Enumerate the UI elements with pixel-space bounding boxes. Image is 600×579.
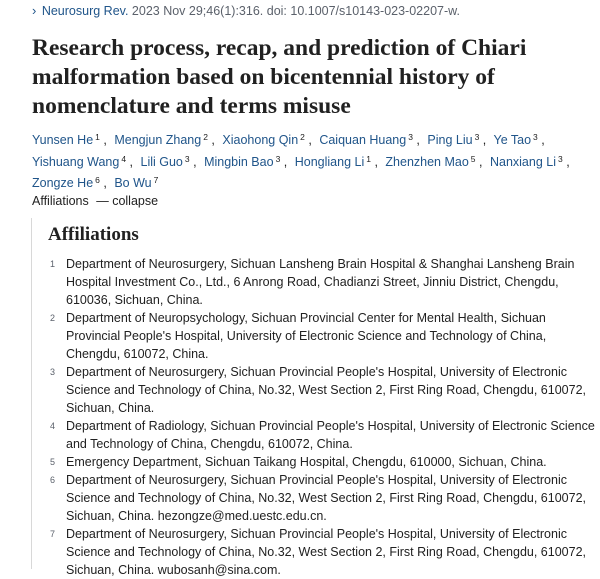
- author-affiliation-number[interactable]: 4: [121, 153, 127, 164]
- citation-line: [32, 3, 460, 18]
- author-affiliation-number[interactable]: 3: [184, 153, 190, 164]
- author-affiliation-number[interactable]: 3: [275, 153, 281, 164]
- author-link[interactable]: [222, 133, 305, 147]
- author-link[interactable]: [114, 176, 158, 190]
- author-link[interactable]: [490, 155, 563, 169]
- affiliation-text: Department of Neurosurgery, Sichuan Provincial People's Hospital, University of Electronic Science and Technology of China, No.32, West Section 2, First Ring Road, Chengdu, 610072, Sichuan, China. wubosanh@sina.com.: [66, 527, 586, 577]
- affiliation-number: 3: [50, 367, 56, 377]
- author-affiliation-number[interactable]: 2: [203, 132, 208, 142]
- affiliation-text: Department of Radiology, Sichuan Provincial People's Hospital, University of Electronic Science and Technology of China, Chengdu, 610072, China.: [66, 419, 595, 451]
- author-name[interactable]: Mengjun Zhang: [114, 133, 202, 147]
- author-name[interactable]: Zongze He: [32, 176, 94, 190]
- affiliations-heading: Affiliations: [48, 224, 139, 245]
- affiliation-text: Department of Neurosurgery, Sichuan Lansheng Brain Hospital & Shanghai Lansheng Brain Hospital Investment Co., Ltd., 6 Anrong Road, Chadianzi Street, Jinniu District, Chengdu, 610036, Sichuan, China.: [66, 257, 575, 307]
- affiliation-item: [50, 471, 595, 525]
- author-affiliation-number[interactable]: 1: [366, 153, 371, 164]
- author-name[interactable]: Bo Wu: [114, 176, 152, 190]
- author-link[interactable]: [114, 133, 208, 147]
- author-link[interactable]: [295, 155, 371, 169]
- author-affiliation-number[interactable]: 3: [474, 132, 480, 142]
- author-link[interactable]: [32, 133, 100, 147]
- affiliation-number: 1: [50, 259, 56, 269]
- affiliation-number: 7: [50, 529, 56, 539]
- author-link[interactable]: [141, 155, 190, 169]
- author-name[interactable]: Nanxiang Li: [489, 154, 556, 169]
- author-separator: ,: [126, 154, 134, 169]
- author-name[interactable]: Mingbin Bao: [204, 154, 274, 169]
- author-list: [32, 128, 592, 193]
- affiliations-toggle: [32, 194, 158, 208]
- author-link[interactable]: [204, 155, 280, 169]
- author-separator: ,: [562, 154, 570, 169]
- author-name[interactable]: Yishuang Wang: [32, 154, 120, 169]
- affiliation-text: Emergency Department, Sichuan Taikang Hospital, Chengdu, 610000, Sichuan, China.: [66, 455, 547, 469]
- author-separator: ,: [475, 154, 483, 169]
- affiliation-number: 6: [50, 475, 56, 485]
- chevron-right-icon: ›: [32, 3, 37, 18]
- author-link[interactable]: [319, 133, 413, 147]
- author-affiliation-number[interactable]: 2: [300, 132, 305, 142]
- author-link[interactable]: [494, 133, 538, 147]
- affiliations-panel: [31, 218, 600, 577]
- author-separator: ,: [189, 154, 197, 169]
- journal-link[interactable]: Neurosurg Rev.: [41, 4, 129, 18]
- author-affiliation-number[interactable]: 7: [153, 175, 159, 185]
- author-name[interactable]: Ping Liu: [427, 133, 473, 147]
- author-affiliation-number[interactable]: 5: [470, 153, 476, 164]
- author-affiliation-number[interactable]: 3: [557, 153, 563, 164]
- article-title: Research process, recap, and prediction of Chiari malformation based on bicentennial history of nomenclature and terms misuse: [32, 35, 527, 119]
- affiliation-item: [50, 309, 595, 363]
- author-separator: ,: [280, 154, 288, 169]
- affiliation-text: Department of Neurosurgery, Sichuan Provincial People's Hospital, University of Electronic Science and Technology of China, No.32, West Section 2, First Ring Road, Chengdu, 610072, Sichuan, China. hezongze@med.uestc.edu.cn.: [66, 473, 586, 523]
- affiliation-text: Department of Neurosurgery, Sichuan Provincial People's Hospital, University of Electronic Science and Technology of China, No.32, West Section 2, First Ring Road, Chengdu, 610072, Sichuan, China.: [66, 365, 586, 415]
- citation-details: 2023 Nov 29;46(1):316. doi: 10.1007/s10143-023-02207-w.: [131, 4, 460, 18]
- affiliation-item: [50, 363, 595, 417]
- author-link[interactable]: [32, 176, 100, 190]
- author-separator: ,: [479, 133, 487, 147]
- author-link[interactable]: [385, 155, 475, 169]
- author-separator: ,: [99, 176, 107, 190]
- affiliations-toggle-label: Affiliations: [32, 194, 89, 208]
- author-affiliation-number[interactable]: 3: [533, 132, 538, 142]
- affiliation-item: [50, 525, 595, 579]
- author-separator: ,: [537, 133, 545, 147]
- author-name[interactable]: Ye Tao: [493, 133, 532, 147]
- author-name[interactable]: Lili Guo: [140, 154, 183, 169]
- author-affiliation-number[interactable]: 6: [95, 175, 100, 185]
- author-name[interactable]: Zhenzhen Mao: [385, 154, 469, 169]
- collapse-button[interactable]: — collapse: [96, 194, 159, 208]
- affiliation-number: 2: [50, 313, 56, 323]
- author-name[interactable]: Hongliang Li: [294, 154, 365, 169]
- author-affiliation-number[interactable]: 1: [95, 132, 100, 142]
- author-link[interactable]: [427, 133, 479, 147]
- affiliation-number: 4: [50, 421, 56, 431]
- affiliation-item: [50, 255, 595, 309]
- author-affiliation-number[interactable]: 3: [408, 132, 413, 142]
- affiliation-text: Department of Neuropsychology, Sichuan Provincial Center for Mental Health, Sichuan Provincial People's Hospital, University of Electronic Science and Technology of China, Chengdu, 610072, China.: [66, 311, 547, 361]
- author-separator: ,: [207, 133, 215, 147]
- affiliation-item: [50, 417, 595, 453]
- affiliations-list: [50, 255, 595, 579]
- author-separator: ,: [370, 154, 378, 169]
- author-link[interactable]: [32, 155, 126, 169]
- affiliation-number: 5: [50, 457, 56, 467]
- author-separator: ,: [99, 133, 107, 147]
- author-separator: ,: [304, 133, 312, 147]
- affiliation-item: [50, 453, 595, 471]
- author-name[interactable]: Yunsen He: [32, 133, 94, 147]
- author-name[interactable]: Xiaohong Qin: [222, 133, 299, 147]
- author-name[interactable]: Caiquan Huang: [319, 133, 407, 147]
- author-separator: ,: [412, 133, 420, 147]
